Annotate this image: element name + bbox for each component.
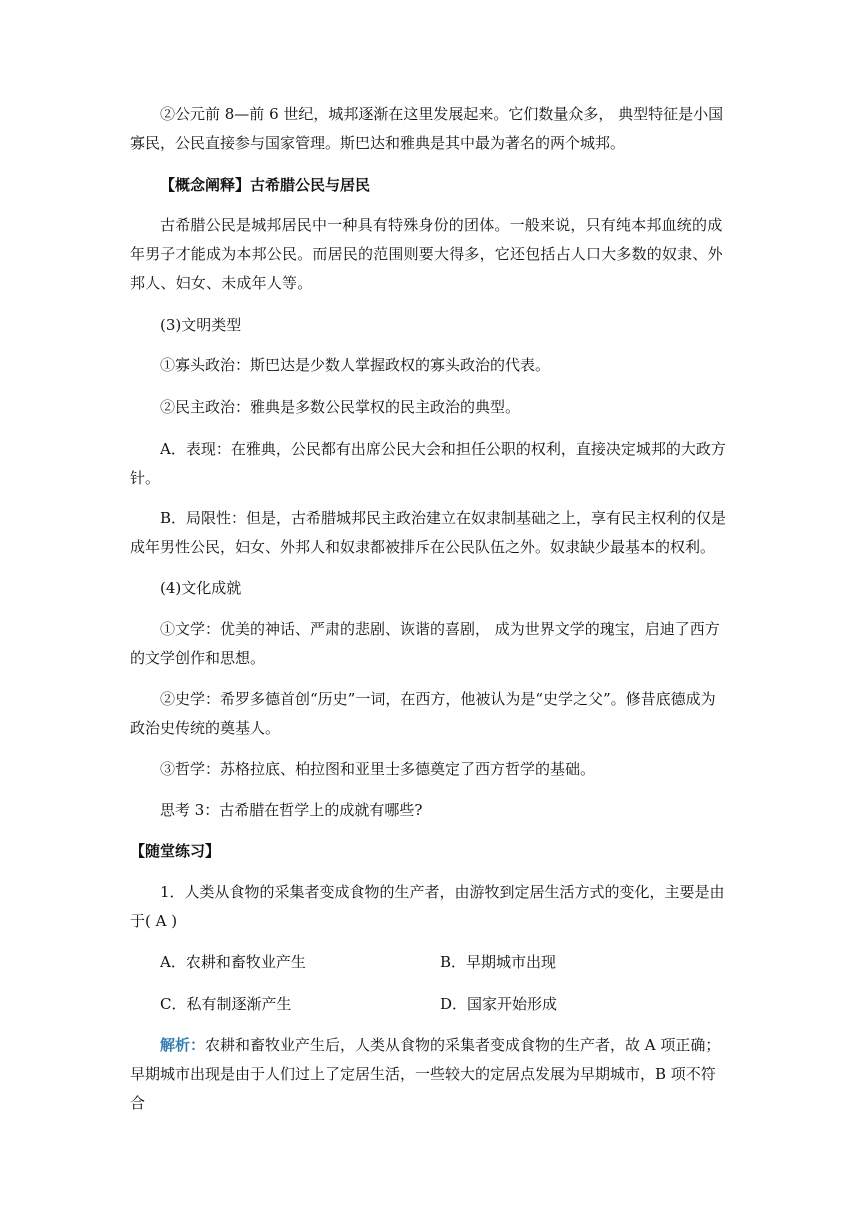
think-question-3: 思考 3：古希腊在哲学上的成就有哪些? xyxy=(160,801,423,819)
paragraph-oligarchy: ①寡头政治：斯巴达是少数人掌握政权的寡头政治的代表。 xyxy=(160,356,551,374)
section-heading-culture: (4)文化成就 xyxy=(160,579,242,597)
exercise-heading: 【随堂练习】 xyxy=(130,842,221,860)
paragraph-philosophy: ③哲学：苏格拉底、柏拉图和亚里士多德奠定了西方哲学的基础。 xyxy=(160,760,596,778)
analysis-text: 农耕和畜牧业产生后，人类从食物的采集者变成食物的生产者，故 A 项正确；早期城市出现是由于人们过上了定居生活，一些较大的定居点发展为早期城市，B 项不符合 xyxy=(130,1036,721,1112)
option-b: B．早期城市出现 xyxy=(440,953,557,971)
analysis-label: 解析： xyxy=(160,1036,206,1054)
paragraph-city-states: ②公元前 8—前 6 世纪，城邦逐渐在这里发展起来。它们数量众多， 典型特征是小国寡民，公民直接参与国家管理。斯巴达和雅典是其中最为著名的两个城邦。 xyxy=(130,105,724,152)
paragraph-democracy-performance: A．表现：在雅典，公民都有出席公民大会和担任公职的权利，直接决定城邦的大政方针。 xyxy=(130,440,726,487)
paragraph-history: ②史学：希罗多德首创“历史”一词，在西方，他被认为是“史学之父”。修昔底德成为政治史传统的奠基人。 xyxy=(130,690,716,737)
paragraph-literature: ①文学：优美的神话、严肃的悲剧、诙谐的喜剧， 成为世界文学的瑰宝，启迪了西方的文学创作和思想。 xyxy=(130,620,720,667)
concept-heading: 【概念阐释】古希腊公民与居民 xyxy=(160,176,371,194)
option-c: C．私有制逐渐产生 xyxy=(160,995,292,1013)
section-heading-civilization-type: (3)文明类型 xyxy=(160,316,242,334)
analysis-paragraph xyxy=(130,1031,730,1118)
option-a: A．农耕和畜牧业产生 xyxy=(160,953,306,971)
question-1: 1．人类从食物的采集者变成食物的生产者，由游牧到定居生活方式的变化，主要是由于( A ) xyxy=(130,883,725,930)
option-d: D．国家开始形成 xyxy=(440,995,558,1013)
paragraph-democracy: ②民主政治：雅典是多数公民掌权的民主政治的典型。 xyxy=(160,398,521,416)
paragraph-democracy-limitation: B．局限性：但是，古希腊城邦民主政治建立在奴隶制基础之上，享有民主权利的仅是成年男性公民，妇女、外邦人和奴隶都被排斥在公民队伍之外。奴隶缺少最基本的权利。 xyxy=(130,509,727,556)
concept-body: 古希腊公民是城邦居民中一种具有特殊身份的团体。一般来说，只有纯本邦血统的成年男子才能成为本邦公民。而居民的范围则要大得多，它还包括占人口大多数的奴隶、外邦人、妇女、未成年人等。 xyxy=(130,216,723,292)
